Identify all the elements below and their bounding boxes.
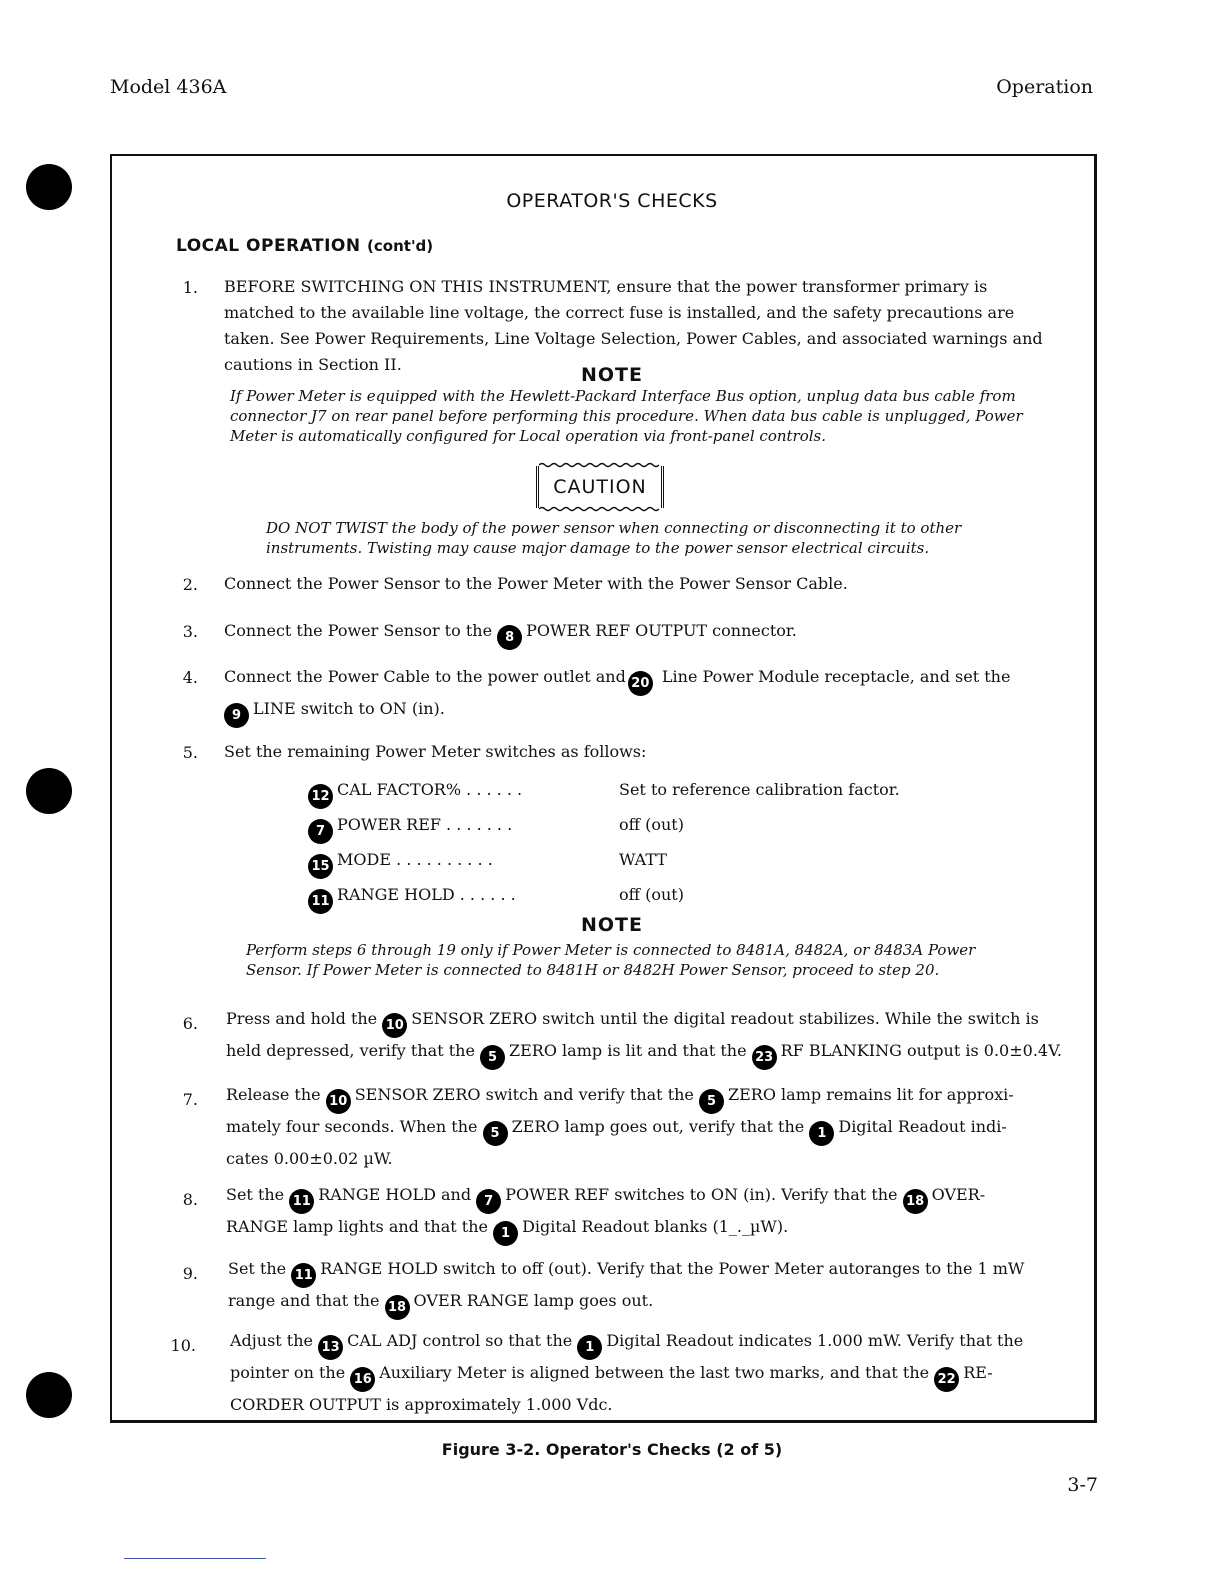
note-heading: NOTE <box>581 914 643 936</box>
callout-marker: 11 <box>308 889 333 914</box>
callout-marker: 5 <box>483 1121 508 1146</box>
switch-row: 15 MODE . . . . . . . . . . WATT <box>308 844 900 879</box>
caution-text: DO NOT TWIST the body of the power sensor when connecting or disconnecting it to other instruments. Twisting may cause major damage to the power sensor electrical circuits. <box>266 519 962 557</box>
callout-marker: 1 <box>493 1221 518 1246</box>
step-9-text: Set the 11 RANGE HOLD switch to off (out). Verify that the Power Meter autoranges to the 1 mW range and that the 18 OVER RANGE lamp goes out. <box>228 1256 1028 1320</box>
caution-wave-bottom <box>539 506 661 512</box>
header-section: Operation <box>996 76 1093 98</box>
step-number: 10. <box>170 1336 196 1355</box>
caution-wave-top <box>539 462 661 468</box>
punch-hole-middle <box>26 768 72 814</box>
step-4-text: Connect the Power Cable to the power outlet and 20 Line Power Module receptacle, and set the 9 LINE switch to ON (in). <box>224 664 1024 728</box>
callout-marker: 18 <box>385 1295 410 1320</box>
callout-marker: 18 <box>903 1189 928 1214</box>
step-number: 7. <box>182 1090 198 1109</box>
callout-marker: 10 <box>326 1089 351 1114</box>
page-number: 3-7 <box>1067 1474 1098 1496</box>
scan-artifact-line <box>124 1558 266 1559</box>
callout-marker: 22 <box>934 1367 959 1392</box>
note-heading: NOTE <box>581 364 643 386</box>
caution-label: CAUTION <box>553 476 647 498</box>
callout-marker: 13 <box>318 1335 343 1360</box>
callout-marker: 7 <box>308 819 333 844</box>
switch-row: 12 CAL FACTOR% . . . . . . Set to reference calibration factor. <box>308 774 900 809</box>
step-6-text: Press and hold the 10 SENSOR ZERO switch until the digital readout stabilizes. While the switch is held depressed, verify that the 5 ZERO lamp is lit and that the 23 RF BLANKING output is 0.0±0.4V. <box>226 1006 1070 1070</box>
step-number: 6. <box>182 1014 198 1033</box>
callout-marker: 11 <box>291 1263 316 1288</box>
switch-row: 11 RANGE HOLD . . . . . . off (out) <box>308 879 900 914</box>
callout-marker: 10 <box>382 1013 407 1038</box>
step-7-text: Release the 10 SENSOR ZERO switch and verify that the 5 ZERO lamp remains lit for approxi-mately four seconds. When the 5 ZERO lamp goes out, verify that the 1 Digital Readout indi-cates 0.00±0.02 µW. <box>226 1085 1014 1168</box>
step-number: 1. <box>182 278 198 297</box>
callout-marker: 11 <box>289 1189 314 1214</box>
figure-caption: Figure 3-2. Operator's Checks (2 of 5) <box>441 1440 783 1459</box>
step-number: 3. <box>182 622 198 641</box>
callout-marker: 5 <box>480 1045 505 1070</box>
callout-marker: 1 <box>809 1121 834 1146</box>
callout-marker: 8 <box>497 625 522 650</box>
callout-marker: 12 <box>308 784 333 809</box>
callout-marker: 9 <box>224 703 249 728</box>
note-1-text: If Power Meter is equipped with the Hewlett-Packard Interface Bus option, unplug data bus cable from connector J7 on rear panel before performing this procedure. When data bus cable is unplugged, Power Meter is automatically configured for Local operation via front-panel controls. <box>230 387 1023 445</box>
switch-settings-list <box>308 774 900 914</box>
step-5-text: Set the remaining Power Meter switches as follows: <box>224 742 647 761</box>
step-number: 5. <box>182 743 198 762</box>
callout-marker: 7 <box>476 1189 501 1214</box>
callout-marker: 5 <box>699 1089 724 1114</box>
step-3-text: Connect the Power Sensor to the 8 POWER REF OUTPUT connector. <box>224 618 1064 650</box>
step-number: 9. <box>182 1264 198 1283</box>
callout-marker: 16 <box>350 1367 375 1392</box>
callout-marker: 20 <box>628 671 653 696</box>
step-1-text: BEFORE SWITCHING ON THIS INSTRUMENT, ensure that the power transformer primary is matched to the available line voltage, the correct fuse is installed, and the safety precautions are taken. See Power Requirements, Line Voltage Selection, Power Cables, and associated warnings and cautions in Section II. <box>224 277 1043 374</box>
callout-marker: 15 <box>308 854 333 879</box>
step-8-text: Set the 11 RANGE HOLD and 7 POWER REF switches to ON (in). Verify that the 18 OVER-RANGE lamp lights and that the 1 Digital Readout blanks (1_._µW). <box>226 1182 1026 1246</box>
step-10-text: Adjust the 13 CAL ADJ control so that the 1 Digital Readout indicates 1.000 mW. Verify that the pointer on the 16 Auxiliary Meter is aligned between the last two marks, and that the 22 RE-CORDER OUTPUT is approximately 1.000 Vdc. <box>230 1331 1024 1414</box>
header-model: Model 436A <box>110 76 227 98</box>
step-number: 2. <box>182 575 198 594</box>
punch-hole-bottom <box>26 1372 72 1418</box>
note-2-text: Perform steps 6 through 19 only if Power Meter is connected to 8481A, 8482A, or 8483A Power Sensor. If Power Meter is connected to 8481H or 8482H Power Sensor, proceed to step 20. <box>246 941 976 979</box>
page-title: OPERATOR'S CHECKS <box>506 190 718 212</box>
callout-marker: 23 <box>752 1045 777 1070</box>
switch-row: 7 POWER REF . . . . . . . off (out) <box>308 809 900 844</box>
step-number: 8. <box>182 1190 198 1209</box>
section-heading-main: LOCAL OPERATION <box>176 236 361 256</box>
caution-box <box>536 466 664 508</box>
callout-marker: 1 <box>577 1335 602 1360</box>
section-heading <box>176 236 433 256</box>
step-number: 4. <box>182 668 198 687</box>
step-2-text: Connect the Power Sensor to the Power Meter with the Power Sensor Cable. <box>224 574 848 593</box>
section-heading-sub: (cont'd) <box>367 237 434 255</box>
